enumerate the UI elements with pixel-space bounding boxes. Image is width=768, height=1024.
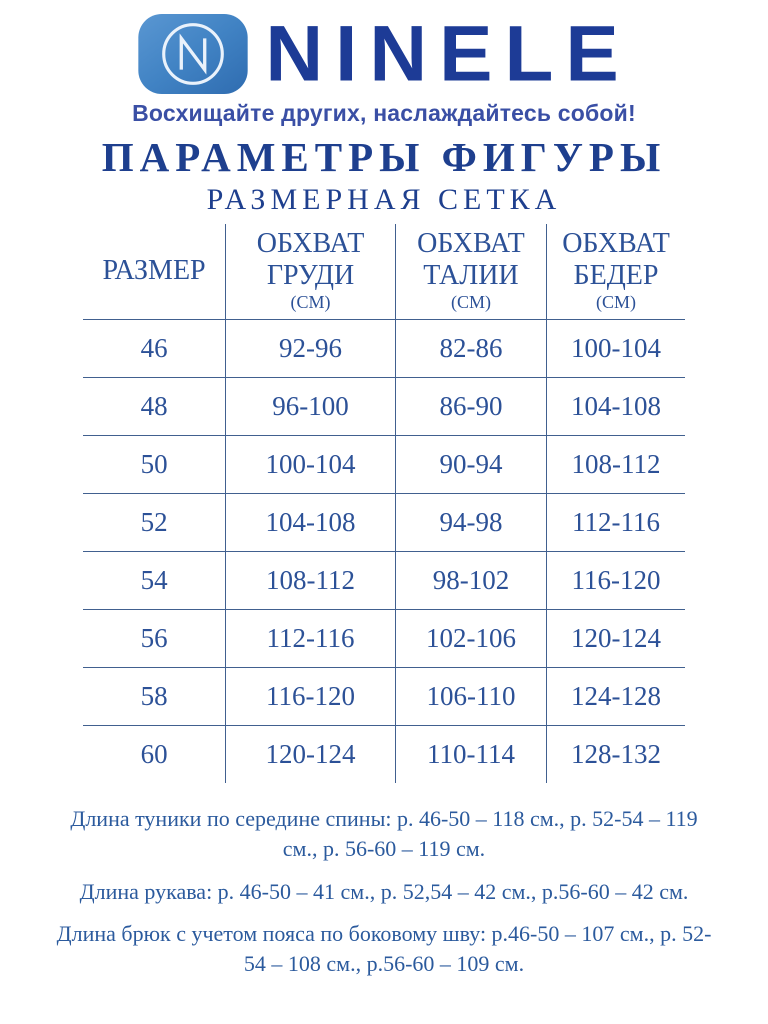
waist-header-line2: ТАЛИИ [423, 259, 519, 291]
chest-cell: 104-108 [226, 493, 396, 551]
measurement-notes [57, 804, 712, 980]
chest-cell: 120-124 [226, 725, 396, 783]
hips-cell: 124-128 [547, 667, 685, 725]
waist-cell: 110-114 [395, 725, 546, 783]
hips-cell: 116-120 [547, 551, 685, 609]
waist-cell: 90-94 [395, 435, 546, 493]
column-header-waist [395, 224, 546, 319]
note-sleeve-length: Длина рукава: р. 46-50 – 41 см., р. 52,54 – 42 см., р.56-60 – 42 см. [79, 878, 689, 904]
size-cell: 46 [83, 319, 226, 377]
column-header-chest [226, 224, 396, 319]
page-subtitle: РАЗМЕРНАЯ СЕТКА [206, 183, 562, 217]
size-cell: 54 [83, 551, 226, 609]
hips-header-unit: (СМ) [596, 292, 636, 313]
waist-cell: 98-102 [395, 551, 546, 609]
chest-cell: 108-112 [226, 551, 396, 609]
hips-header-line2: БЕДЕР [573, 259, 659, 291]
table-row [83, 493, 685, 551]
size-cell: 60 [83, 725, 226, 783]
chest-cell: 100-104 [226, 435, 396, 493]
hips-cell: 112-116 [547, 493, 685, 551]
hips-cell: 108-112 [547, 435, 685, 493]
page-title: ПАРАМЕТРЫ ФИГУРЫ [101, 134, 667, 180]
hips-cell: 100-104 [547, 319, 685, 377]
brand-header [0, 9, 768, 98]
header-row [83, 224, 685, 319]
chest-cell: 112-116 [226, 609, 396, 667]
size-cell: 52 [83, 493, 226, 551]
chest-cell: 116-120 [226, 667, 396, 725]
hips-header-line1: ОБХВАТ [562, 228, 670, 260]
ninele-monogram-icon [137, 13, 249, 95]
brand-tagline: Восхищайте других, наслаждайтесь собой! [132, 100, 636, 126]
table-row [83, 435, 685, 493]
waist-cell: 94-98 [395, 493, 546, 551]
column-header-hips [547, 224, 685, 319]
column-header-size [83, 224, 226, 319]
waist-cell: 106-110 [395, 667, 546, 725]
chest-header-unit: (СМ) [290, 292, 331, 313]
size-table-body [83, 319, 685, 783]
hips-cell: 120-124 [547, 609, 685, 667]
table-row [83, 667, 685, 725]
note-trouser-length: Длина брюк с учетом пояса по боковому шву: р.46-50 – 107 см., р. 52-54 – 108 см., р.56-60 – 109 см. [56, 921, 712, 977]
size-cell: 56 [83, 609, 226, 667]
hips-cell: 128-132 [547, 725, 685, 783]
chest-header-line1: ОБХВАТ [256, 228, 365, 260]
waist-cell: 102-106 [395, 609, 546, 667]
brand-wordmark: NINELE [265, 9, 631, 98]
table-row [83, 319, 685, 377]
waist-cell: 86-90 [395, 377, 546, 435]
table-row [83, 377, 685, 435]
size-table [83, 224, 685, 783]
table-row [83, 551, 685, 609]
chest-cell: 96-100 [226, 377, 396, 435]
size-table-header [83, 224, 685, 319]
size-cell: 58 [83, 667, 226, 725]
waist-cell: 82-86 [395, 319, 546, 377]
waist-header-line1: ОБХВАТ [417, 228, 525, 260]
waist-header-unit: (СМ) [450, 292, 491, 313]
table-row [83, 725, 685, 783]
chest-cell: 92-96 [226, 319, 396, 377]
note-tunic-length: Длина туники по середине спины: р. 46-50 – 118 см., р. 52-54 – 119 см., р. 56-60 – 119 см. [70, 806, 698, 862]
size-cell: 48 [83, 377, 226, 435]
size-cell: 50 [83, 435, 226, 493]
chest-header-line2: ГРУДИ [266, 259, 355, 291]
column-header-size-label: РАЗМЕР [102, 254, 206, 286]
table-row [83, 609, 685, 667]
hips-cell: 104-108 [547, 377, 685, 435]
